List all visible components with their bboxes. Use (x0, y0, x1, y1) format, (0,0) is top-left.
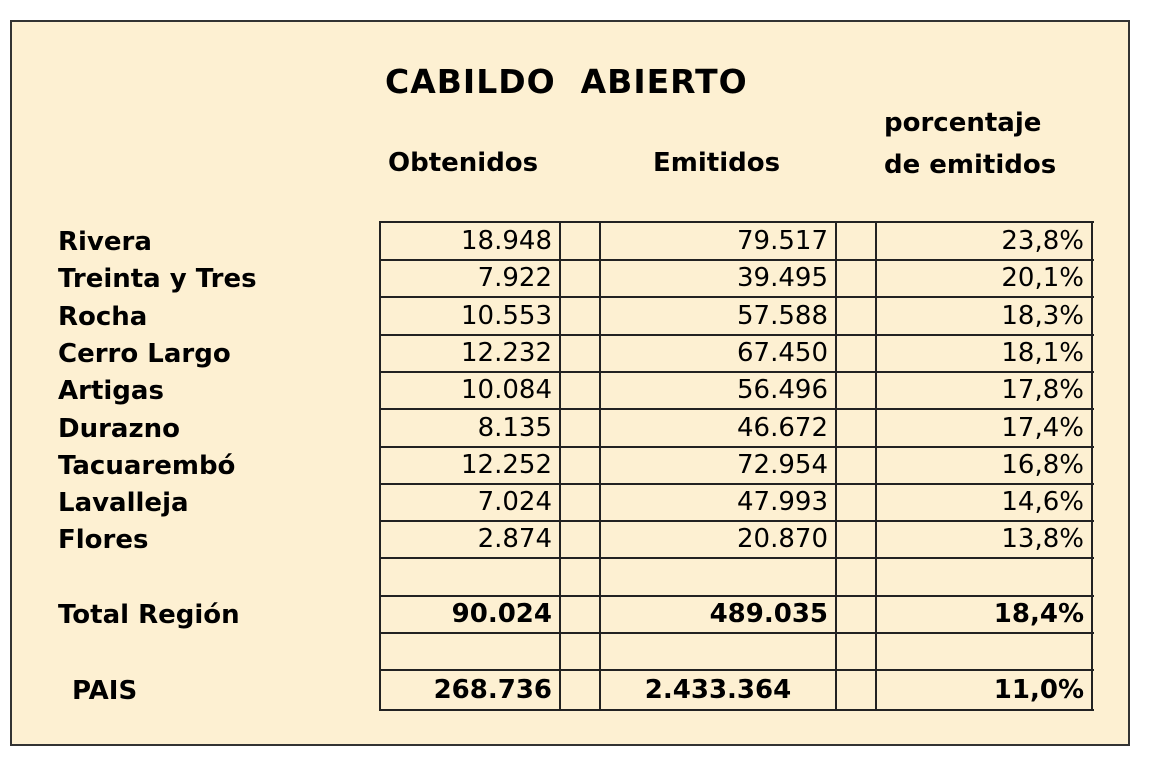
cell-obtenidos: 7.922 (477, 263, 552, 293)
row-label: PAIS (72, 676, 138, 706)
cell-obtenidos: 90.024 (451, 599, 552, 629)
row-label: Rivera (58, 227, 152, 257)
cell-porcentaje: 11,0% (993, 675, 1084, 705)
row-label: Rocha (58, 302, 148, 332)
cell-emitidos: 67.450 (737, 338, 828, 368)
cell-emitidos: 20.870 (737, 524, 828, 554)
cell-obtenidos: 12.252 (461, 450, 552, 480)
cell-porcentaje: 14,6% (1001, 487, 1084, 517)
row-label: Artigas (58, 376, 164, 406)
row-label: Treinta y Tres (58, 264, 257, 294)
cell-obtenidos: 2.874 (477, 524, 552, 554)
cell-emitidos: 79.517 (737, 226, 828, 256)
cell-obtenidos: 10.084 (461, 375, 552, 405)
cell-obtenidos: 7.024 (477, 487, 552, 517)
cell-emitidos: 489.035 (709, 599, 828, 629)
cell-emitidos: 2.433.364 (644, 675, 792, 705)
cell-porcentaje: 23,8% (1001, 226, 1084, 256)
header-porcentaje-line2: de emitidos (884, 150, 1057, 180)
cell-obtenidos: 10.553 (461, 301, 552, 331)
cell-obtenidos: 268.736 (433, 675, 552, 705)
row-label: Flores (58, 525, 149, 555)
row-label: Tacuarembó (58, 451, 236, 481)
cell-obtenidos: 12.232 (461, 338, 552, 368)
cell-emitidos: 39.495 (737, 263, 828, 293)
row-label: Cerro Largo (58, 339, 231, 369)
cell-porcentaje: 18,4% (993, 599, 1084, 629)
cell-emitidos: 46.672 (737, 413, 828, 443)
cell-porcentaje: 20,1% (1001, 263, 1084, 293)
cell-obtenidos: 8.135 (477, 413, 552, 443)
cell-porcentaje: 13,8% (1001, 524, 1084, 554)
cell-emitidos: 47.993 (737, 487, 828, 517)
row-label: Total Región (58, 600, 240, 630)
header-porcentaje-line1: porcentaje (884, 108, 1042, 138)
cell-emitidos: 56.496 (737, 375, 828, 405)
cell-porcentaje: 18,1% (1001, 338, 1084, 368)
row-label: Lavalleja (58, 488, 189, 518)
cell-obtenidos: 18.948 (461, 226, 552, 256)
row-label: Durazno (58, 414, 180, 444)
cell-emitidos: 57.588 (737, 301, 828, 331)
cell-porcentaje: 17,4% (1001, 413, 1084, 443)
cell-emitidos: 72.954 (737, 450, 828, 480)
cell-porcentaje: 18,3% (1001, 301, 1084, 331)
header-emitidos: Emitidos (653, 148, 781, 178)
header-obtenidos: Obtenidos (388, 148, 539, 178)
page-title: CABILDO ABIERTO (385, 62, 748, 101)
cell-porcentaje: 17,8% (1001, 375, 1084, 405)
cell-porcentaje: 16,8% (1001, 450, 1084, 480)
